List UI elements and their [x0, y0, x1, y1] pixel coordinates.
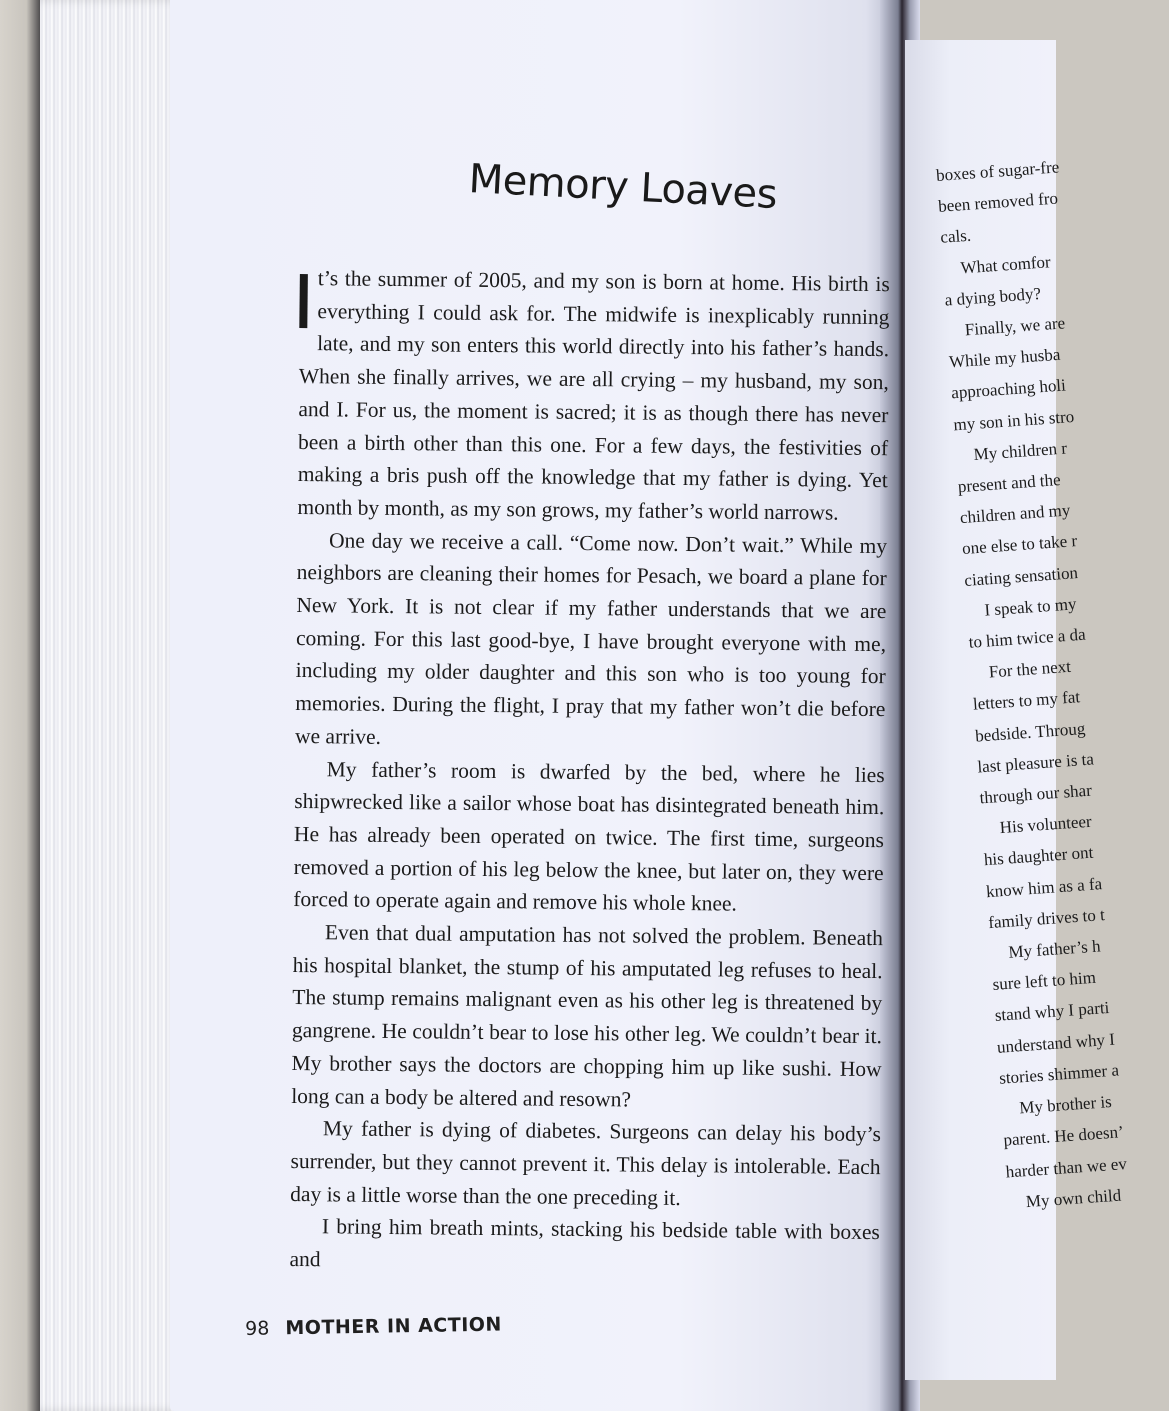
right-page-line: a dying body? [944, 283, 1042, 310]
right-page-line: My own child [1025, 1185, 1122, 1211]
right-page-line: my son in his stro [952, 406, 1075, 434]
right-page-line: While my husba [948, 344, 1061, 372]
page-stack [40, 0, 190, 1411]
paragraph: Even that dual amputation has not solved the problem. Beneath his hospital blanket, the stump of his amputated leg refuses to heal. The stump remains malignant even as his other leg is threatened by gangrene. He couldn’t bear to lose his other leg. We couldn’t bear it. My brother says the doctors are chopping him up like sushi. How long can a body be altered and resown? [291, 920, 884, 1112]
right-page-line: His volunteer [999, 811, 1093, 838]
right-page-line: My brother is [1018, 1092, 1113, 1118]
right-page-line: What comfor [959, 251, 1052, 278]
right-page-line: children and my [959, 500, 1071, 528]
paragraph: t’s the summer of 2005, and my son is born at home. His birth is everything I could ask for. The midwife is inexplicably running late, and my son enters this world directly into his father’s hands. When she finally arrives, we are all crying – my husband, my son, and I. For us, the moment is sacred; it is as though there has never been a birth other than this one. For a few days, the festivities of making a bris push off the knowledge that my father is dying. Yet month by month, as my son grows, my father’s world narrows. [297, 266, 890, 525]
right-page-line: I speak to my [983, 594, 1078, 620]
running-title: MOTHER IN ACTION [285, 1313, 503, 1340]
body-text [289, 262, 890, 1282]
right-page-line: harder than we ev [1005, 1153, 1128, 1182]
right-page-line: My father’s h [1007, 936, 1102, 962]
right-page-line: For the next [988, 657, 1072, 682]
right-page-line: last pleasure is ta [976, 749, 1095, 777]
right-page-line: present and the [957, 470, 1062, 497]
paragraph: One day we receive a call. “Come now. Don’t wait.” While my neighbors are cleaning their homes for Pesach, we board a plane for New York. It is not clear if my father understands that we are coming. For this last good-bye, I have brought everyone with me, including my older daughter and this son who is too young for memories. During the flight, I pray that my father won’t die before we arrive. [294, 527, 888, 749]
right-page-line: bedside. Throug [974, 718, 1086, 746]
right-page-line: stories shimmer a [998, 1060, 1120, 1088]
paragraph: My father’s room is dwarfed by the bed, where he lies shipwrecked like a sailor whose boat has disintegrated beneath him. He has already been operated on twice. The first time, surgeons removed a portion of his leg below the knee, but later on, they were forced to operate again and remove his whole knee. [293, 756, 885, 916]
right-page-line: cals. [939, 226, 972, 248]
right-page-line: his daughter ont [983, 843, 1094, 870]
drop-cap [299, 274, 308, 328]
right-page-line: sure left to him [992, 968, 1097, 995]
right-page-line: family drives to t [987, 904, 1106, 932]
right-page-line: approaching holi [950, 375, 1067, 403]
page-footer [245, 1314, 502, 1340]
chapter-title: Memory Loaves [467, 156, 779, 219]
right-page-line: understand why I [996, 1029, 1116, 1057]
right-page-line: stand why I parti [994, 998, 1110, 1026]
right-page-line: to him twice a da [968, 624, 1087, 652]
right-page-line: one else to take r [961, 531, 1078, 559]
page-number: 98 [245, 1317, 270, 1340]
right-page-line: been removed fro [937, 188, 1059, 217]
book-cover-edge [0, 0, 44, 1411]
right-page-line: My children r [972, 438, 1068, 464]
right-page-line: boxes of sugar-fre [935, 157, 1060, 185]
right-page-line: parent. He doesn’ [1002, 1122, 1125, 1150]
right-page-line: Finally, we are [964, 313, 1066, 340]
paragraph: I bring him breath mints, stacking his bedside table with boxes and [289, 1214, 880, 1272]
right-page-line: through our shar [978, 780, 1093, 808]
right-page-line: know him as a fa [985, 873, 1103, 901]
right-page-line: letters to my fat [972, 687, 1081, 715]
right-page-line: ciating sensation [963, 562, 1079, 590]
paragraph: My father is dying of diabetes. Surgeons can delay his body’s surrender, but they cannot prevent it. This delay is intolerable. Each day is a little worse than the one preceding it. [290, 1116, 882, 1210]
